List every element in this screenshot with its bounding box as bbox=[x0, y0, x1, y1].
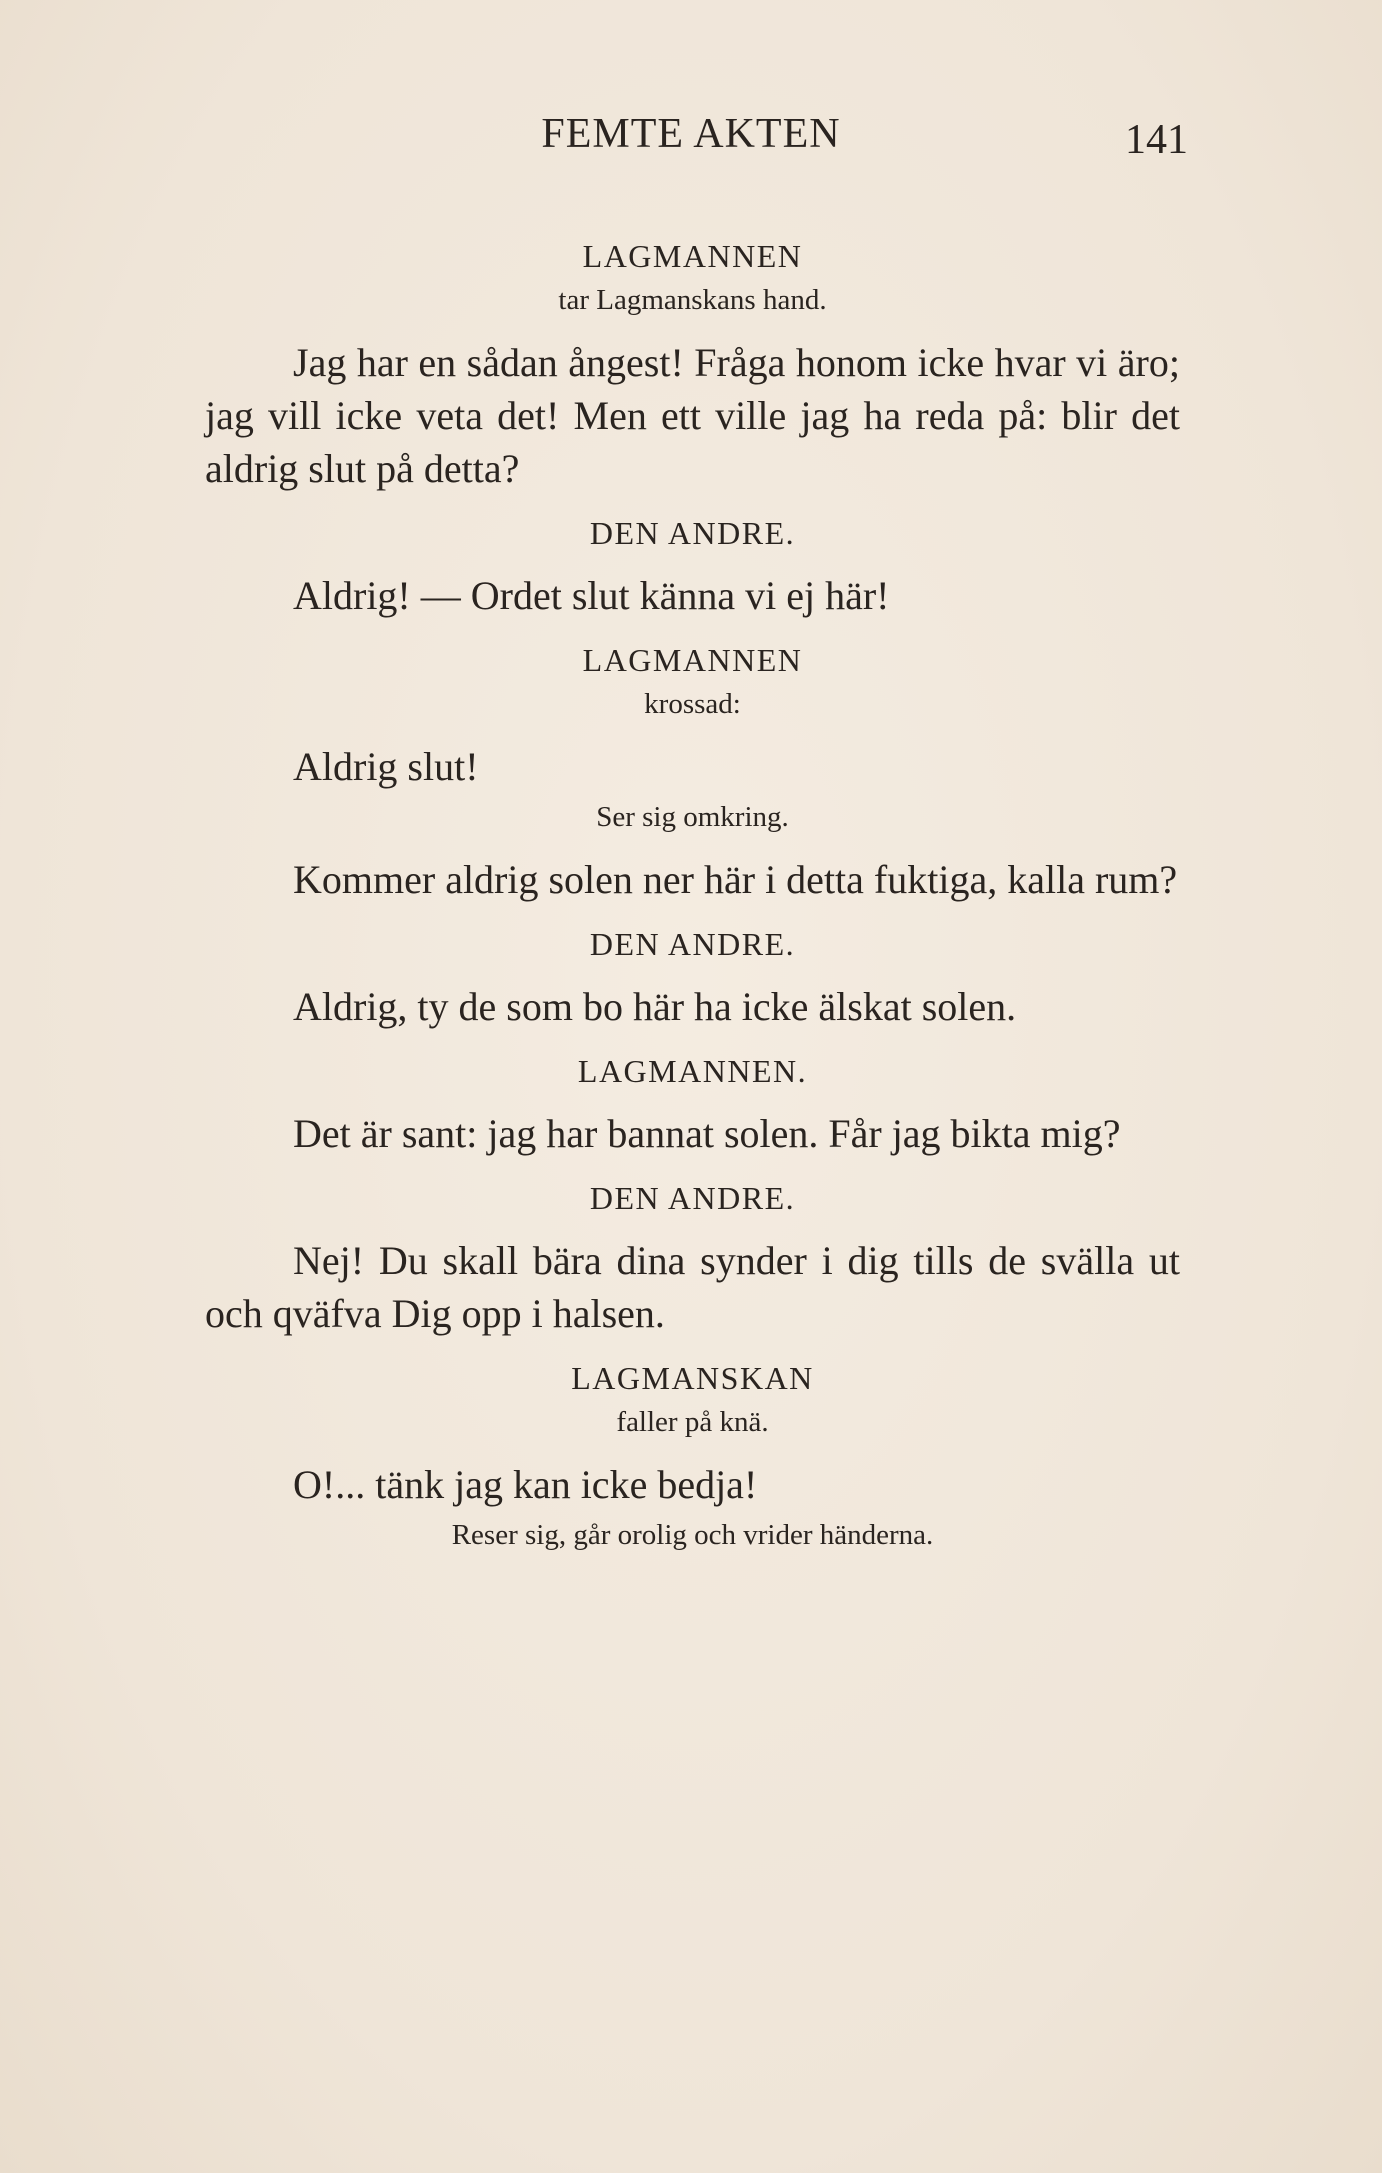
speech-paragraph: Nej! Du skall bära dina synder i dig tills de svälla ut och qväfva Dig opp i halsen. bbox=[205, 1238, 1180, 1336]
play-text bbox=[205, 222, 1180, 1555]
speaker-name: DEN ANDRE. bbox=[589, 515, 796, 551]
speaker-name: LAGMANSKAN bbox=[571, 1360, 814, 1396]
speech-paragraph: O!... tänk jag kan icke bedja! bbox=[293, 1462, 758, 1507]
speaker-name: LAGMANNEN. bbox=[577, 1053, 808, 1089]
stage-direction: Reser sig, går orolig och vrider händerna. bbox=[451, 1519, 934, 1551]
speaker-name: DEN ANDRE. bbox=[589, 1180, 796, 1216]
page-header bbox=[0, 110, 1382, 170]
speech-paragraph: Det är sant: jag har bannat solen. Får jag bikta mig? bbox=[293, 1111, 1121, 1156]
speech-paragraph: Kommer aldrig solen ner här i detta fuktiga, kalla rum? bbox=[293, 857, 1178, 902]
running-title: FEMTE AKTEN bbox=[541, 111, 841, 157]
speech-paragraph: Aldrig, ty de som bo här ha icke älskat solen. bbox=[293, 984, 1017, 1029]
speaker-name: DEN ANDRE. bbox=[589, 926, 796, 962]
speech-paragraph: Aldrig slut! bbox=[293, 744, 479, 789]
speech-paragraph: Jag har en sådan ångest! Fråga honom icke hvar vi äro; jag vill icke veta det! Men ett ville jag ha reda på: blir det aldrig slut på detta? bbox=[205, 340, 1180, 491]
stage-direction: faller på knä. bbox=[616, 1406, 769, 1438]
stage-direction: Ser sig omkring. bbox=[596, 801, 789, 833]
speaker-name: LAGMANNEN bbox=[582, 642, 803, 678]
stage-direction: tar Lagmanskans hand. bbox=[558, 284, 827, 316]
speech-paragraph: Aldrig! — Ordet slut känna vi ej här! bbox=[293, 573, 890, 618]
page-number: 141 bbox=[1125, 117, 1188, 163]
speaker-name: LAGMANNEN bbox=[582, 238, 803, 274]
stage-direction: krossad: bbox=[644, 688, 741, 720]
